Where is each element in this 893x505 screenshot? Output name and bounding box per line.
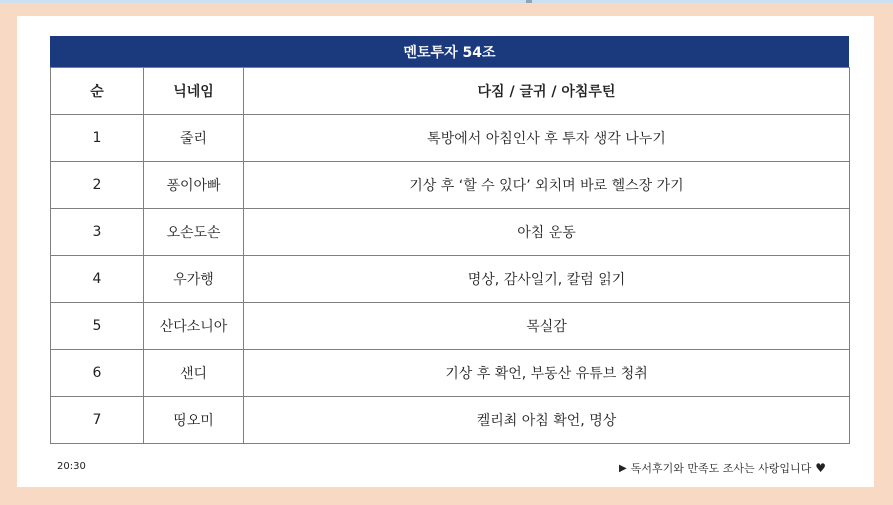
- row-routine: 기상 후 ‘할 수 있다’ 외치며 바로 헬스장 가기: [244, 162, 850, 209]
- table-row: [51, 397, 850, 444]
- row-nickname: 줄리: [144, 115, 244, 162]
- row-routine: 명상, 감사일기, 칼럼 읽기: [244, 256, 850, 303]
- row-nickname: 오손도손: [144, 209, 244, 256]
- table-row: [51, 303, 850, 350]
- row-routine: 아침 운동: [244, 209, 850, 256]
- row-routine: 켈리최 아침 확언, 명상: [244, 397, 850, 444]
- table-row: [51, 350, 850, 397]
- row-order: 6: [51, 350, 144, 397]
- row-routine: 목실감: [244, 303, 850, 350]
- row-order: 4: [51, 256, 144, 303]
- header-routine: 다짐 / 글귀 / 아침루틴: [244, 68, 850, 115]
- top-indicator: [526, 0, 532, 3]
- heart-icon: ♥: [815, 461, 826, 475]
- table-header-row: [51, 68, 850, 115]
- slide: [17, 16, 874, 487]
- row-routine: 기상 후 확언, 부동산 유튜브 청취: [244, 350, 850, 397]
- row-order: 7: [51, 397, 144, 444]
- table-row: [51, 115, 850, 162]
- table-row: [51, 162, 850, 209]
- footer-note: [619, 460, 826, 476]
- row-nickname: 띵오미: [144, 397, 244, 444]
- row-nickname: 산다소니아: [144, 303, 244, 350]
- table-row: [51, 209, 850, 256]
- footer-note-text: 독서후기와 만족도 조사는 사랑입니다: [630, 462, 812, 475]
- table-row: [51, 256, 850, 303]
- row-order: 2: [51, 162, 144, 209]
- play-arrow-icon: ▶: [619, 462, 627, 474]
- header-order: 순: [51, 68, 144, 115]
- row-order: 5: [51, 303, 144, 350]
- row-order: 3: [51, 209, 144, 256]
- mentor-roster-table: [50, 67, 850, 444]
- row-nickname: 퐁이아빠: [144, 162, 244, 209]
- row-nickname: 우가행: [144, 256, 244, 303]
- row-order: 1: [51, 115, 144, 162]
- row-routine: 톡방에서 아침인사 후 투자 생각 나누기: [244, 115, 850, 162]
- header-nickname: 닉네임: [144, 68, 244, 115]
- row-nickname: 샌디: [144, 350, 244, 397]
- slide-title: 멘토투자 54조: [50, 36, 849, 67]
- footer-time: 20:30: [57, 461, 86, 472]
